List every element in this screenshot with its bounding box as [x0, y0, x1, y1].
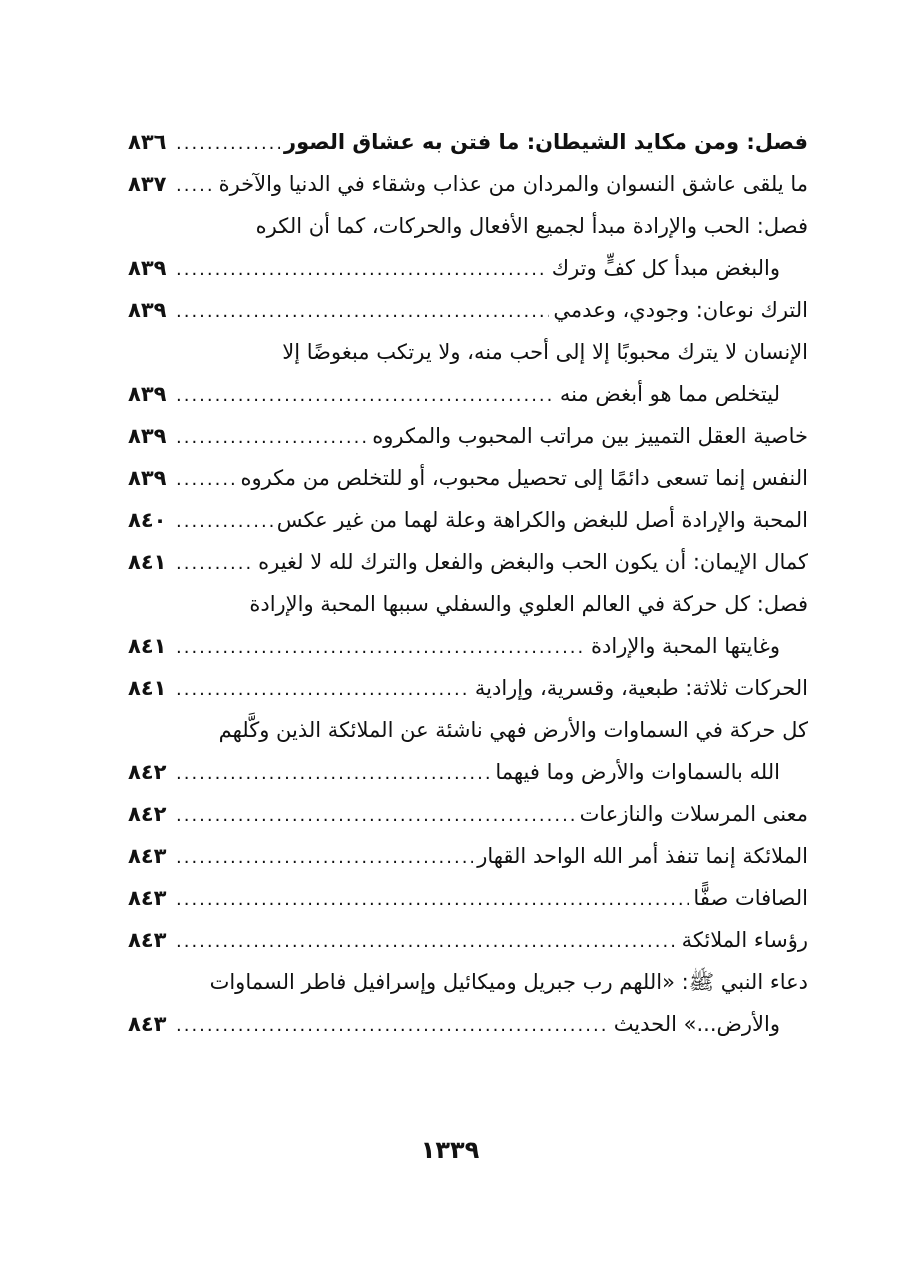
toc-entry-title: ليتخلص مما هو أبغض منه	[559, 382, 780, 406]
toc-page-number: ٨٤١	[128, 676, 167, 700]
toc-entry-line	[128, 961, 808, 1003]
dot-leader	[176, 879, 689, 919]
dot-leader	[176, 627, 587, 667]
toc-entry-title: فصل: الحب والإرادة مبدأ لجميع الأفعال والحركات، كما أن الكره	[255, 214, 808, 238]
toc-entry-line	[128, 415, 808, 457]
dot-leader	[176, 249, 548, 289]
toc-entry-title: معنى المرسلات والنازعات	[579, 802, 808, 826]
dot-leader	[176, 921, 678, 961]
toc-entry-title: رؤساء الملائكة	[681, 928, 808, 952]
toc-entry-line	[128, 205, 808, 247]
toc-entry-title: فصل: كل حركة في العالم العلوي والسفلي سببها المحبة والإرادة	[249, 592, 808, 616]
toc-entry-title: النفس إنما تسعى دائمًا إلى تحصيل محبوب، أو للتخلص من مكروه	[240, 466, 808, 490]
toc-entry-line	[128, 919, 808, 961]
dot-leader	[176, 1005, 610, 1045]
toc-page-number: ٨٤٢	[128, 802, 167, 826]
toc-page-number: ٨٤١	[128, 550, 167, 574]
toc-entry-title: فصل: ومن مكايد الشيطان: ما فتن به عشاق الصور	[284, 130, 808, 154]
dot-leader	[176, 417, 368, 457]
toc-entry-title: الملائكة إنما تنفذ أمر الله الواحد القهار	[477, 844, 808, 868]
toc-entry-line	[128, 793, 808, 835]
toc-entry-title: المحبة والإرادة أصل للبغض والكراهة وعلة لهما من غير عكس	[276, 508, 808, 532]
toc-entry-title: كمال الإيمان: أن يكون الحب والبغض والفعل والترك لله لا لغيره	[258, 550, 808, 574]
dot-leader	[176, 795, 576, 835]
dot-leader	[176, 291, 549, 331]
toc-page-number: ٨٣٩	[128, 298, 167, 322]
dot-leader	[176, 165, 215, 205]
page-number: ١٣٣٩	[420, 1136, 480, 1164]
toc-entry-title: دعاء النبي ﷺ: «اللهم رب جبريل وميكائيل وإسرافيل فاطر السماوات	[209, 970, 808, 994]
toc-entry-line	[128, 247, 808, 289]
toc-entry-line	[128, 625, 808, 667]
toc-entry-line	[128, 163, 808, 205]
toc-entry-title: الله بالسماوات والأرض وما فيهما	[495, 760, 780, 784]
toc-entry-line	[128, 751, 808, 793]
toc-page-number: ٨٤٣	[128, 1012, 167, 1036]
toc-page-number: ٨٣٩	[128, 382, 167, 406]
toc-entry-title: وغايتها المحبة والإرادة	[591, 634, 780, 658]
toc-page-number: ٨٣٦	[128, 130, 167, 154]
toc-entry-line	[128, 457, 808, 499]
toc-entry-title: كل حركة في السماوات والأرض فهي ناشئة عن الملائكة الذين وكَّلهم	[218, 718, 808, 742]
toc-entry-title: والأرض...» الحديث	[613, 1012, 780, 1036]
toc-entry-line	[128, 1003, 808, 1045]
toc-entry-line	[128, 289, 808, 331]
toc-page-number: ٨٣٩	[128, 424, 167, 448]
dot-leader	[176, 123, 280, 163]
toc-page-number: ٨٤١	[128, 634, 167, 658]
dot-leader	[176, 837, 473, 877]
toc-entry-title: والبغض مبدأ كل كفٍّ وترك	[551, 256, 780, 280]
toc-entry-line	[128, 541, 808, 583]
toc-entry-title: الصافات صفًّا	[693, 886, 808, 910]
toc-entry-title: خاصية العقل التمييز بين مراتب المحبوب والمكروه	[372, 424, 808, 448]
toc-entry-title: الإنسان لا يترك محبوبًا إلا إلى أحب منه، ولا يرتكب مبغوضًا إلا	[282, 340, 808, 364]
toc-entry-line	[128, 499, 808, 541]
dot-leader	[176, 753, 491, 793]
toc-entry-line	[128, 877, 808, 919]
toc-entry-line	[128, 667, 808, 709]
toc-entry-line	[128, 121, 808, 163]
dot-leader	[176, 375, 556, 415]
toc-page-number: ٨٣٩	[128, 466, 167, 490]
toc-entry-line	[128, 373, 808, 415]
toc-page-number: ٨٣٩	[128, 256, 167, 280]
toc-entry-title: الترك نوعان: وجودي، وعدمي	[553, 298, 808, 322]
toc-entry-title: ما يلقى عاشق النسوان والمردان من عذاب وشقاء في الدنيا والآخرة	[218, 172, 808, 196]
toc-entry-line	[128, 709, 808, 751]
dot-leader	[176, 501, 273, 541]
dot-leader	[176, 669, 471, 709]
toc-page-number: ٨٤٣	[128, 844, 167, 868]
toc-entry-line	[128, 583, 808, 625]
toc-page-number: ٨٤٣	[128, 886, 167, 910]
toc-entry-line	[128, 331, 808, 373]
toc-page-number: ٨٣٧	[128, 172, 167, 196]
toc-page-number: ٨٤٣	[128, 928, 167, 952]
toc-page-number: ٨٤٠	[128, 508, 167, 532]
table-of-contents	[128, 121, 808, 1045]
dot-leader	[176, 459, 236, 499]
toc-page-number: ٨٤٢	[128, 760, 167, 784]
toc-entry-title: الحركات ثلاثة: طبعية، وقسرية، وإرادية	[474, 676, 808, 700]
dot-leader	[176, 543, 254, 583]
toc-entry-line	[128, 835, 808, 877]
